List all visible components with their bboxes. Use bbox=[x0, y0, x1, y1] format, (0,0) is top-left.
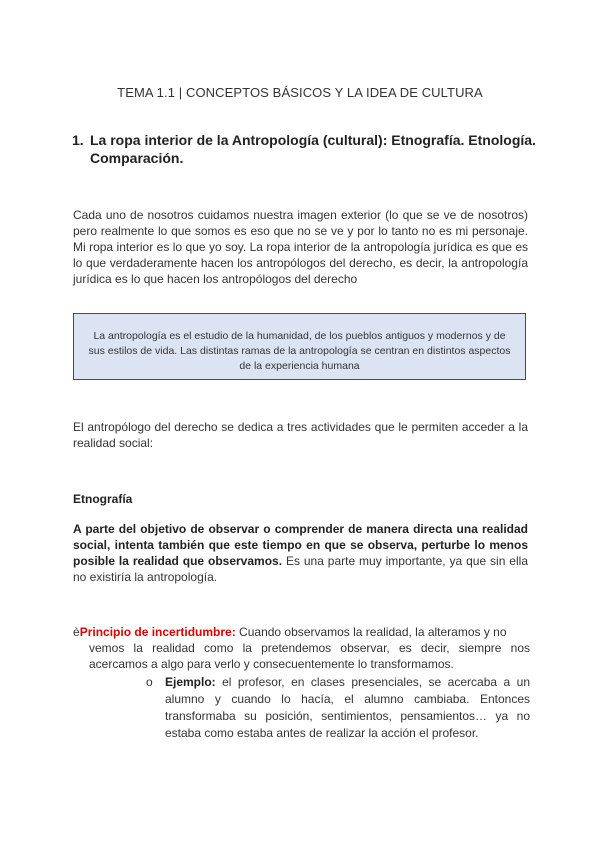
subbullet-body bbox=[146, 674, 530, 742]
section-heading-text: La ropa interior de la Antropología (cultural): Etnografía. Etnología. Comparación. bbox=[90, 132, 536, 166]
bullet-text-first: Cuando observamos la realidad, la alteramos y no bbox=[235, 625, 507, 639]
etnografia-paragraph bbox=[73, 521, 528, 585]
document-title: TEMA 1.1 | CONCEPTOS BÁSICOS Y LA IDEA DE CULTURA bbox=[117, 85, 483, 100]
section-heading bbox=[72, 131, 542, 167]
etnografia-bold-text: A parte del objetivo de observar o comprender de manera directa una realidad social, intenta también que este tiempo en que se observa, perturbe lo menos posible la realidad que observamos. bbox=[73, 522, 528, 568]
arrow-bullet-icon: è bbox=[73, 625, 80, 639]
circle-bullet-icon: o bbox=[146, 675, 153, 689]
activities-paragraph: El antropólogo del derecho se dedica a tres actividades que le permiten acceder a la realidad social: bbox=[73, 420, 528, 450]
subbullet-text: el profesor, en clases presenciales, se acercaba a un alumno y cuando lo hacía, el alumno cambiaba. Entonces transformaba su posición, sentimientos, pensamientos… ya no estaba como estaba antes de realizar la acción el profesor. bbox=[165, 675, 530, 740]
subbullet-ejemplo bbox=[146, 674, 530, 742]
etnografia-normal-text: Es una parte muy importante, ya que sin ella no existiría la antropología. bbox=[73, 554, 528, 584]
subbullet-label: Ejemplo: bbox=[165, 675, 216, 689]
definition-box bbox=[73, 313, 526, 380]
intro-paragraph: Cada uno de nosotros cuidamos nuestra imagen exterior (lo que se ve de nosotros) pero realmente lo que somos es eso que no se ve y por lo tanto no es mi personaje. Mi ropa interior es lo que yo soy. La ropa interior de la antropología jurídica es que es lo que verdaderamente hacen los antropólogos del derecho, es decir, la antropología jurídica es lo que hacen los antropólogos del derecho bbox=[73, 208, 528, 286]
definition-text: La antropología es el estudio de la humanidad, de los pueblos antiguos y modernos y de sus estilos de vida. Las distintas ramas de la antropología se centran en distintos aspectos de la experiencia humana bbox=[88, 330, 511, 372]
bullet-principio bbox=[73, 624, 530, 672]
section-number: 1. bbox=[72, 132, 84, 148]
subheading-etnografia: Etnografía bbox=[73, 492, 133, 506]
bullet-text-rest: vemos la realidad como la pretendemos observar, es decir, siempre nos acercamos a algo para verlo y consecuentemente lo transformamos. bbox=[89, 641, 530, 671]
bullet-label: Principio de incertidumbre: bbox=[79, 625, 236, 639]
